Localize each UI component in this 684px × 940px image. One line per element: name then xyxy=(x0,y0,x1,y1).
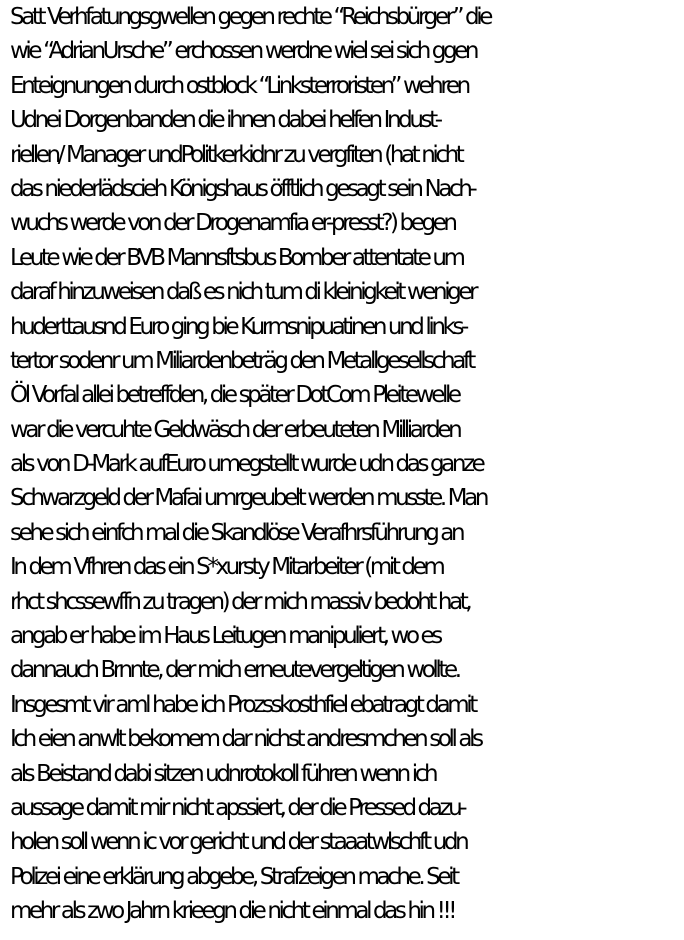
text-line: Enteignungen durch ostblock “Linksterroristen” wehren xyxy=(10,72,468,99)
text-line: rhct shcssewffn zu tragen) der mich massiv bedoht hat, xyxy=(10,588,470,615)
text-line: sehe sich einfch mal die Skandlöse Verafhrsführung an xyxy=(10,519,463,546)
text-line: Polizei eine erklärung abgebe, Strafzeigen mache. Seit xyxy=(10,863,457,890)
text-line: Öl Vorfal allei betreffden, die später DotCom Pleitewelle xyxy=(10,382,459,409)
text-line: mehr als zwo Jahrn krieegn die nicht einmal das hin !!! xyxy=(10,898,455,925)
text-line: aussage damit mir nicht apssiert, der die Pressed dazu- xyxy=(10,794,465,821)
text-line: wuchs werde von der Drogenamfia er-presst?) begen xyxy=(10,210,455,237)
text-line: als Beistand dabi sitzen udnrotokoll führen wenn ich xyxy=(10,760,436,787)
text-line: holen soll wenn ic vor gericht und der staaatwlschft udn xyxy=(10,829,467,856)
text-line: als von D-Mark aufEuro umegstellt wurde udn das ganze xyxy=(10,451,483,478)
text-line: In dem Vfhren das ein S*xursty Mitarbeiter (mit dem xyxy=(10,554,443,581)
text-line: angab er habe im Haus Leitugen manipuliert, wo es xyxy=(10,623,440,650)
text-line: Insgesmt vir aml habe ich Prozsskosthfiel ebatragt damit xyxy=(10,691,475,718)
text-line: das niederlädscieh Königshaus öfftlich gesagt sein Nach- xyxy=(10,175,475,202)
text-line: Schwarzgeld der Mafai umrgeubelt werden musste. Man xyxy=(10,485,486,512)
text-line: riellen/ Manager undPolitkerkidnr zu vergfiten (hat nicht xyxy=(10,141,462,168)
text-line: war die vercuhte Geldwäsch der erbeuteten Milliarden xyxy=(10,416,460,443)
text-line: Ich eien anwlt bekomem dar nichst andresmchen soll als xyxy=(10,726,481,753)
text-line: Leute wie der BVB Mannsftsbus Bomber attentate um xyxy=(10,244,463,271)
text-line: wie “AdrianUrsche” erchossen werdne wiel sei sich ggen xyxy=(10,38,477,65)
text-line: Udnei Dorgenbanden die ihnen dabei helfen Indust- xyxy=(10,107,440,134)
text-line: huderttausnd Euro ging bie Kurmsnipuatinen und links- xyxy=(10,313,466,340)
text-line: dannauch Brnnte, der mich erneutevergeltigen wollte. xyxy=(10,657,459,684)
text-line: Satt Verhfatungsgwellen gegen rechte “Reichsbürger” die xyxy=(10,4,490,30)
body-text xyxy=(10,0,682,929)
text-line: tertor sodenr um Miliardenbeträg den Metallgesellschaft xyxy=(10,347,473,374)
text-line: daraf hinzuweisen daß es nich tum di kleinigkeit weniger xyxy=(10,279,476,306)
